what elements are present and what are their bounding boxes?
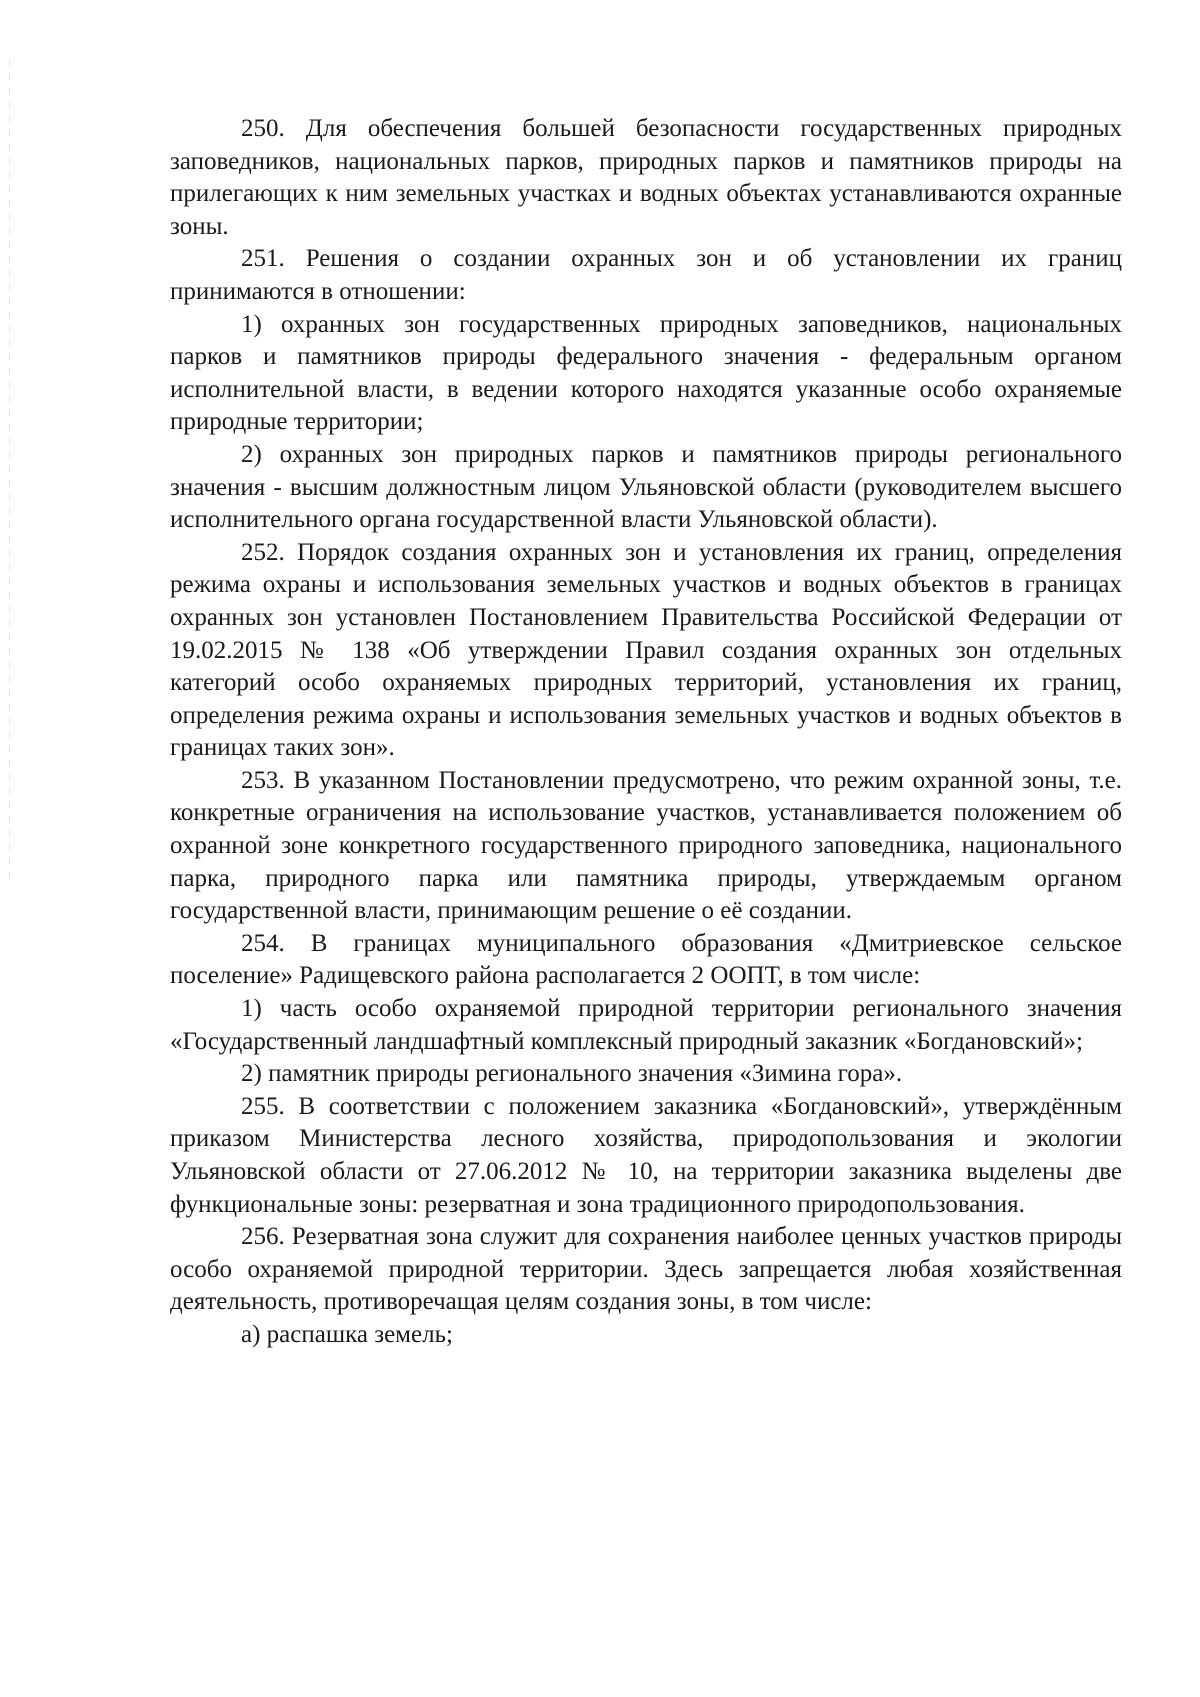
- paragraph-251: 251. Решения о создании охранных зон и об установлении их границ принимаются в отношении:: [170, 245, 1122, 305]
- paragraph-253: 253. В указанном Постановлении предусмотрено, что режим охранной зоны, т.е. конкретные ограничения на использование участков, устанавливается положением об охранной зоне конкретного государственного природного заповедника, национального парка, природного парка или памятника природы, утверждаемым органом государственной власти, принимающим решение о её создании.: [170, 766, 1122, 925]
- scan-edge-artifact: [9, 60, 10, 880]
- paragraph-251-item-2: 2) охранных зон природных парков и памятников природы регионального значения - высшим должностным лицом Ульяновской области (руководителем высшего исполнительного органа государственной власти Ульяновской области).: [170, 440, 1122, 534]
- paragraph-254-item-1: 1) часть особо охраняемой природной территории регионального значения «Государственный ландшафтный комплексный природный заказник «Богдановский»;: [170, 995, 1122, 1055]
- paragraph-254: 254. В границах муниципального образования «Дмитриевское сельское поселение» Радищевского района располагается 2 ООПТ, в том числе:: [170, 929, 1122, 990]
- paragraph-252: 252. Порядок создания охранных зон и установления их границ, определения режима охраны и использования земельных участков и водных объектов в границах охранных зон установлен Постановлением Правительства Российской Федерации от 19.02.2015 № 138 «Об утверждении Правил создания охранных зон отдельных категорий особо охраняемых природных территорий, установления их границ, определения режима охраны и использования земельных участков и водных объектов в границах таких зон».: [170, 538, 1122, 762]
- document-body: [170, 113, 1122, 1352]
- paragraph-256-item-a: а) распашка земель;: [241, 1320, 453, 1348]
- paragraph-251-item-1: 1) охранных зон государственных природных заповедников, национальных парков и памятников природы федерального значения - федеральным органом исполнительной власти, в ведении которого находятся указанные особо охраняемые природные территории;: [170, 310, 1122, 436]
- paragraph-255: 255. В соответствии с положением заказника «Богдановский», утверждённым приказом Министерства лесного хозяйства, природопользования и экологии Ульяновской области от 27.06.2012 № 10, на территории заказника выделены две функциональные зоны: резерватная и зона традиционного природопользования.: [170, 1092, 1122, 1218]
- paragraph-250: 250. Для обеспечения большей безопасности государственных природных заповедников, национальных парков, природных парков и памятников природы на прилегающих к ним земельных участках и водных объектах устанавливаются охранные зоны.: [170, 115, 1122, 240]
- paragraph-254-item-2: 2) памятник природы регионального значения «Зимина гора».: [241, 1060, 903, 1088]
- paragraph-256: 256. Резерватная зона служит для сохранения наиболее ценных участков природы особо охраняемой природной территории. Здесь запрещается любая хозяйственная деятельность, противоречащая целям создания зоны, в том числе:: [170, 1223, 1122, 1316]
